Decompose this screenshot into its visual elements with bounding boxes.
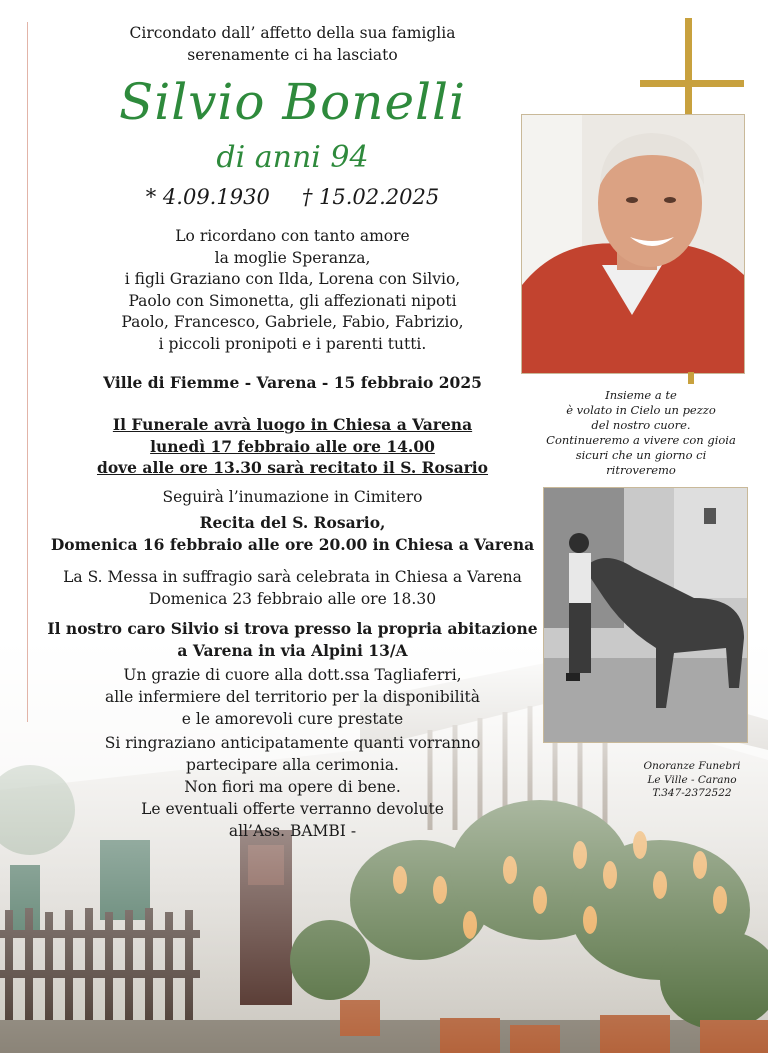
family-line: i figli Graziano con Ilda, Lorena con Silvio,	[124, 270, 461, 288]
funeral-home-info	[612, 760, 768, 801]
family-members	[40, 226, 545, 355]
messa-line: La S. Messa in suffragio sarà celebrata in Chiesa a Varena	[63, 568, 522, 586]
funeral-home-name: Onoranze Funebri	[643, 760, 741, 772]
quote-line: sicuri che un giorno ci	[575, 448, 707, 462]
funeral-line: lunedì 17 febbraio alle ore 14.00	[150, 436, 435, 456]
thanks-line: alle infermiere del territorio per la disponibilità	[104, 688, 481, 706]
deceased-age: di anni 94	[216, 140, 369, 175]
quote-line: ritroveremo	[606, 463, 676, 477]
closing-line: all’Ass. BAMBI -	[228, 822, 357, 840]
thanks-line: e le amorevoli cure prestate	[181, 710, 404, 728]
family-line: Paolo, Francesco, Gabriele, Fabio, Fabrizio,	[121, 313, 464, 331]
thanks-line: Un grazie di cuore alla dott.ssa Tagliaferri,	[123, 666, 462, 684]
place-date: Ville di Fiemme - Varena - 15 febbraio 2025	[103, 373, 482, 392]
vintage-horse-photo	[543, 487, 748, 743]
cross-icon	[640, 18, 744, 118]
intro-text	[40, 22, 545, 66]
closing-text	[40, 732, 545, 842]
quote-line: Insieme a te	[605, 388, 677, 402]
deceased-name: Silvio Bonelli	[118, 73, 467, 131]
family-line: i piccoli pronipoti e i parenti tutti.	[158, 334, 427, 353]
family-line: la moglie Speranza,	[214, 248, 371, 267]
funeral-line: dove alle ore 13.30 sarà recitato il S. Rosario	[96, 458, 489, 477]
funeral-line: Il Funerale avrà luogo in Chiesa a Varena	[112, 415, 473, 434]
family-line: Paolo con Simonetta, gli affezionati nipoti	[128, 291, 457, 310]
home-line: Il nostro caro Silvio si trova presso la propria abitazione	[47, 619, 538, 638]
thanks-text	[40, 664, 545, 730]
left-border-line	[27, 22, 28, 722]
closing-line: partecipare alla cerimonia.	[186, 756, 399, 774]
messa-info	[40, 566, 545, 610]
closing-line: Non fiori ma opere di bene.	[184, 778, 401, 796]
vintage-horse-image	[544, 488, 747, 742]
portrait-image	[522, 115, 744, 373]
rosario-line: Domenica 16 febbraio alle ore 20.00 in Chiesa a Varena	[50, 535, 535, 554]
burial-info: Seguirà l’inumazione in Cimitero	[162, 488, 423, 506]
funeral-info	[40, 414, 545, 479]
rosario-line: Recita del S. Rosario,	[199, 513, 386, 532]
rosario-info	[40, 512, 545, 556]
portrait-photo	[521, 114, 745, 374]
quote-line: del nostro cuore.	[591, 418, 691, 432]
birth-date: * 4.09.1930	[145, 185, 270, 209]
funeral-home-phone: T.347-2372522	[652, 787, 732, 799]
cross-stem-divider	[688, 372, 694, 384]
intro-line: Circondato dall’ affetto della sua famiglia	[129, 24, 456, 42]
closing-line: Le eventuali offerte verranno devolute	[141, 800, 444, 818]
quote-line: Continueremo a vivere con gioia	[546, 433, 736, 447]
memorial-quote	[528, 388, 754, 478]
quote-line: è volato in Cielo un pezzo	[566, 403, 716, 417]
life-dates	[40, 182, 545, 212]
messa-line: Domenica 23 febbraio alle ore 18.30	[148, 590, 437, 608]
intro-line: serenamente ci ha lasciato	[187, 46, 398, 64]
home-line: a Varena in via Alpini 13/A	[177, 641, 408, 660]
death-date: † 15.02.2025	[301, 185, 440, 209]
closing-line: Si ringraziano anticipatamente quanti vorranno	[104, 734, 481, 752]
family-line: Lo ricordano con tanto amore	[175, 227, 410, 245]
funeral-home-location: Le Ville - Carano	[647, 773, 737, 786]
home-info	[40, 618, 545, 662]
